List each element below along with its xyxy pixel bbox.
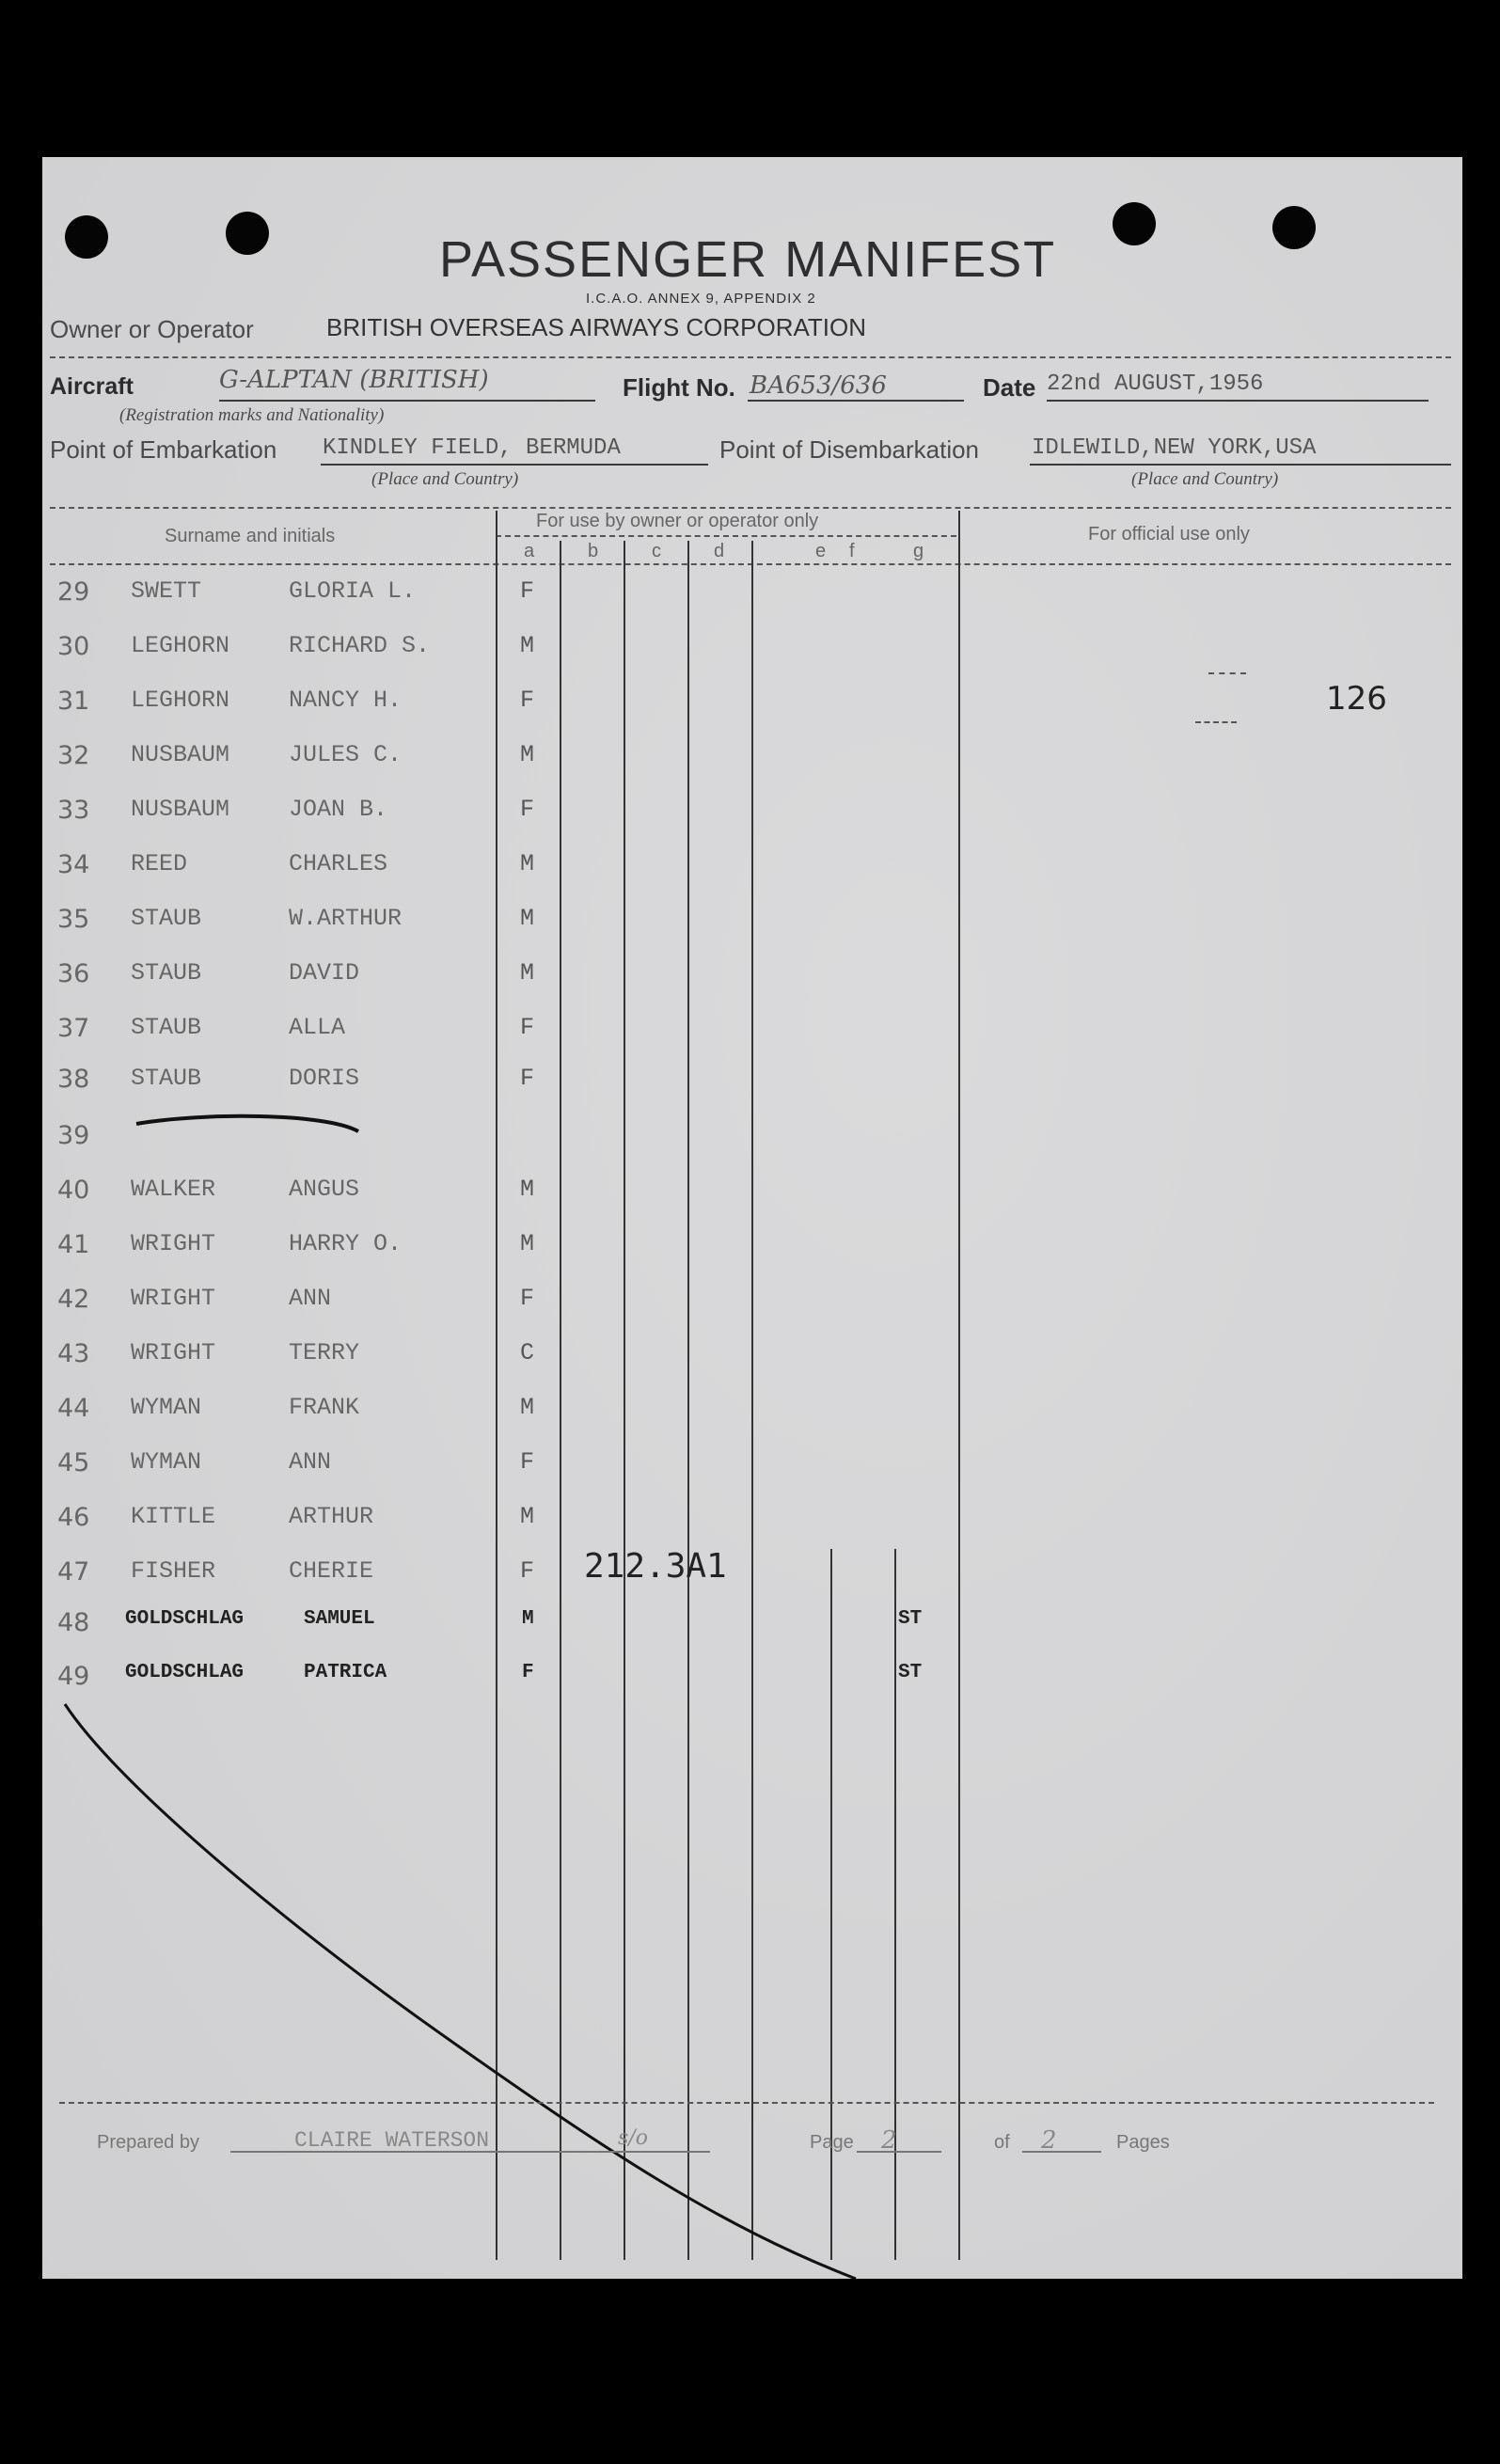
aircraft-value: G-ALPTAN (BRITISH)	[219, 366, 489, 394]
passenger-given-name: JULES C.	[289, 741, 403, 768]
manifest-sheet	[42, 157, 1462, 2279]
passenger-surname: STAUB	[131, 959, 202, 987]
prepared-underline	[230, 2151, 710, 2153]
table-bottom-border	[59, 2102, 1434, 2104]
passenger-given-name: DORIS	[289, 1065, 360, 1092]
passenger-sex: F	[520, 1014, 535, 1041]
row-number: 36	[57, 959, 90, 988]
flight-underline	[748, 400, 964, 402]
disembark-label: Point of Disembarkation	[719, 435, 980, 464]
row-number: 38	[57, 1065, 90, 1094]
passenger-surname: STAUB	[131, 1014, 202, 1041]
passenger-given-name: DAVID	[289, 959, 360, 987]
passenger-sex: M	[520, 632, 535, 659]
of-label: of	[994, 2132, 1010, 2153]
official-column-header: For official use only	[1088, 524, 1250, 545]
row-number: 46	[57, 1503, 90, 1532]
prepared-suffix: s/o	[618, 2126, 648, 2150]
punch-hole	[1272, 206, 1316, 249]
passenger-sex: M	[522, 1608, 534, 1630]
passenger-sex: M	[520, 850, 535, 877]
passenger-surname: GOLDSCHLAG	[125, 1662, 245, 1683]
disembark-note: (Place and Country)	[1131, 469, 1279, 489]
passenger-given-name: JOAN B.	[289, 796, 388, 823]
row-number: 47	[57, 1557, 90, 1587]
table-top-border	[50, 507, 1451, 509]
passenger-sex: F	[520, 577, 535, 605]
official-mark	[1195, 721, 1237, 723]
passenger-given-name: ANN	[289, 1448, 332, 1476]
column-line	[958, 511, 960, 2260]
surname-column-header: Surname and initials	[165, 526, 336, 546]
passenger-given-name: NANCY H.	[289, 687, 403, 714]
passenger-given-name: GLORIA L.	[289, 577, 417, 605]
row-39-strike-stroke	[136, 1116, 358, 1131]
owner-value: BRITISH OVERSEAS AIRWAYS CORPORATION	[326, 313, 867, 341]
passenger-surname: WALKER	[131, 1176, 216, 1203]
aircraft-underline	[219, 400, 595, 402]
prepared-value: CLAIRE WATERSON	[294, 2128, 490, 2153]
passenger-given-name: CHARLES	[289, 850, 388, 877]
subcol-c: c	[652, 541, 661, 561]
date-label: Date	[983, 373, 1036, 402]
handwritten-reference: 212.3A1	[584, 1547, 727, 1586]
row-number: 42	[57, 1285, 90, 1314]
subcol-a: a	[524, 541, 535, 561]
punch-hole	[1113, 202, 1156, 245]
flight-label: Flight No.	[623, 373, 735, 402]
diagonal-cancel-stroke	[65, 1704, 856, 2279]
official-mark	[1208, 672, 1246, 674]
passenger-given-name: HARRY O.	[289, 1230, 403, 1257]
passenger-given-name: ALLA	[289, 1014, 346, 1041]
passenger-sex: C	[520, 1339, 535, 1366]
passenger-given-name: TERRY	[289, 1339, 360, 1366]
pages-label: Pages	[1116, 2132, 1170, 2153]
passenger-sex: M	[520, 1394, 535, 1421]
divider	[50, 356, 1451, 358]
subcol-b: b	[588, 541, 599, 561]
passenger-surname: KITTLE	[131, 1503, 216, 1530]
table-header-bottom	[50, 563, 1451, 565]
passenger-surname: REED	[131, 850, 188, 877]
passenger-sex: M	[520, 905, 535, 932]
passenger-given-name: FRANK	[289, 1394, 360, 1421]
subcol-g: g	[913, 541, 924, 561]
official-use-number: 126	[1326, 680, 1387, 718]
passenger-sex: F	[520, 796, 535, 823]
date-value: 22nd AUGUST,1956	[1047, 371, 1264, 397]
row-number: 48	[57, 1608, 90, 1637]
passenger-sex: F	[520, 1448, 535, 1476]
column-line	[496, 511, 497, 2260]
row-number: 45	[57, 1448, 90, 1477]
row-number: 34	[57, 850, 90, 879]
passenger-surname: WYMAN	[131, 1448, 202, 1476]
passenger-surname: SWETT	[131, 577, 202, 605]
passenger-given-name: RICHARD S.	[289, 632, 431, 659]
of-underline	[1022, 2151, 1101, 2153]
passenger-given-name: ARTHUR	[289, 1503, 374, 1530]
row-number: 49	[57, 1662, 90, 1691]
passenger-sex: F	[520, 1285, 535, 1312]
aircraft-label: Aircraft	[50, 373, 134, 400]
row-number: 33	[57, 796, 90, 825]
passenger-surname: NUSBAUM	[131, 796, 230, 823]
passenger-sex: M	[520, 1176, 535, 1203]
row-number: 43	[57, 1339, 90, 1368]
flight-value: BA653/636	[750, 371, 887, 400]
subcol-e: e	[815, 541, 827, 561]
prepared-label: Prepared by	[97, 2132, 199, 2153]
embark-value: KINDLEY FIELD, BERMUDA	[323, 435, 621, 461]
column-line	[624, 541, 625, 2260]
passenger-surname: WRIGHT	[131, 1230, 216, 1257]
passenger-sex: F	[522, 1662, 534, 1683]
passenger-sex: M	[520, 1230, 535, 1257]
row-number: 44	[57, 1394, 90, 1423]
passenger-surname: GOLDSCHLAG	[125, 1608, 245, 1630]
row-number: 40	[57, 1176, 90, 1205]
passenger-given-name: ANGUS	[289, 1176, 360, 1203]
passenger-surname: STAUB	[131, 1065, 202, 1092]
passenger-surname: LEGHORN	[131, 687, 230, 714]
subcol-d: d	[714, 541, 725, 561]
embark-label: Point of Embarkation	[50, 435, 277, 464]
passenger-surname: STAUB	[131, 905, 202, 932]
passenger-surname: WYMAN	[131, 1394, 202, 1421]
operator-subheader-line	[496, 535, 956, 537]
page-title: PASSENGER MANIFEST	[439, 231, 1057, 288]
row-number: 39	[57, 1121, 90, 1150]
page-underline	[857, 2151, 941, 2153]
disembark-value: IDLEWILD,NEW YORK,USA	[1032, 435, 1317, 461]
passenger-given-name: CHERIE	[289, 1557, 374, 1585]
of-value: 2	[1041, 2126, 1057, 2155]
passenger-surname: LEGHORN	[131, 632, 230, 659]
operator-column-header: For use by owner or operator only	[536, 511, 819, 531]
disembark-underline	[1030, 464, 1451, 466]
row-number: 32	[57, 741, 90, 770]
passenger-sex: F	[520, 1557, 535, 1585]
passenger-sex: F	[520, 1065, 535, 1092]
column-line	[751, 541, 753, 2260]
passenger-code: ST	[898, 1608, 923, 1630]
passenger-given-name: W.ARTHUR	[289, 905, 403, 932]
aircraft-note: (Registration marks and Nationality)	[119, 405, 385, 425]
page-value: 2	[881, 2126, 897, 2155]
punch-hole	[226, 212, 269, 255]
passenger-surname: WRIGHT	[131, 1285, 216, 1312]
subcol-f: f	[849, 541, 855, 561]
passenger-sex: M	[520, 741, 535, 768]
passenger-code: ST	[898, 1662, 923, 1683]
passenger-surname: FISHER	[131, 1557, 216, 1585]
passenger-sex: M	[520, 959, 535, 987]
passenger-given-name: ANN	[289, 1285, 332, 1312]
passenger-surname: NUSBAUM	[131, 741, 230, 768]
passenger-given-name: SAMUEL	[304, 1608, 375, 1630]
page-subtitle: I.C.A.O. ANNEX 9, APPENDIX 2	[586, 291, 816, 307]
embark-underline	[321, 464, 708, 466]
passenger-surname: WRIGHT	[131, 1339, 216, 1366]
passenger-sex: M	[520, 1503, 535, 1530]
row-number: 29	[57, 577, 90, 607]
column-line	[560, 541, 561, 2260]
row-number: 35	[57, 905, 90, 934]
date-underline	[1047, 400, 1429, 402]
page-label: Page	[810, 2132, 854, 2153]
embark-note: (Place and Country)	[371, 469, 519, 489]
passenger-given-name: PATRICA	[304, 1662, 387, 1683]
row-number: 30	[57, 632, 90, 661]
row-number: 37	[57, 1014, 90, 1043]
owner-label: Owner or Operator	[50, 315, 254, 343]
row-number: 41	[57, 1230, 90, 1259]
row-number: 31	[57, 687, 90, 716]
passenger-sex: F	[520, 687, 535, 714]
punch-hole	[65, 215, 108, 259]
column-line	[687, 541, 689, 2260]
